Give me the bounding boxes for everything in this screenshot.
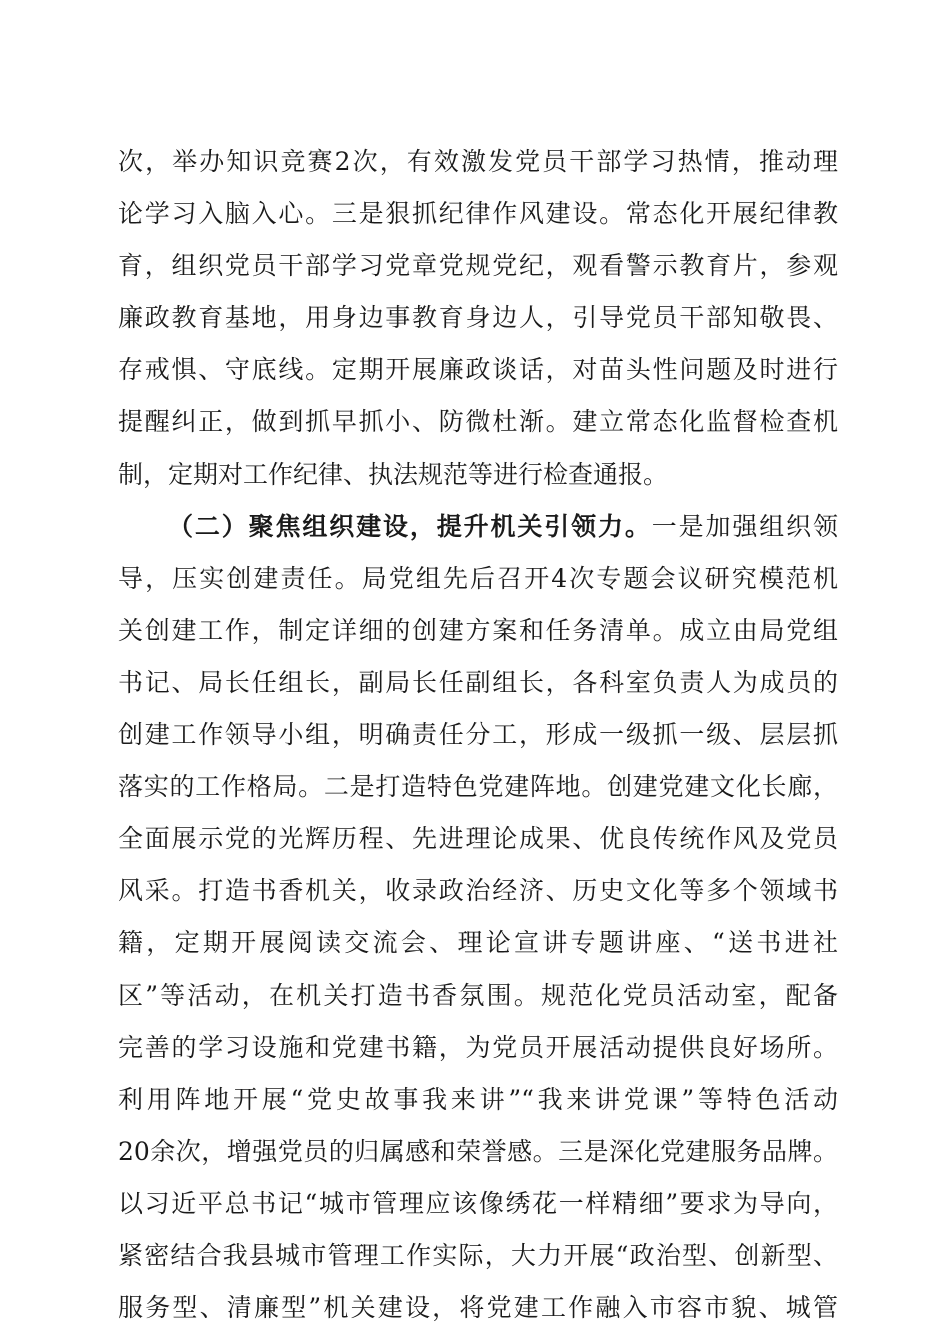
section-heading: （二）聚焦组织建设，提升机关引领力。 — [168, 511, 652, 541]
text-line — [118, 605, 838, 657]
text-line — [118, 501, 838, 553]
line-text: 导，压实创建责任。局党组先后召开4次专题会议研究模范机 — [118, 563, 838, 593]
line-text: 次，举办知识竞赛2次，有效激发党员干部学习热情，推动理 — [118, 147, 838, 176]
text-line — [118, 240, 838, 292]
line-text: 籍，定期开展阅读交流会、理论宣讲专题讲座、“送书进社 — [118, 928, 838, 958]
line-text: 提醒纠正，做到抓早抓小、防微杜渐。建立常态化监督检查机 — [118, 407, 838, 437]
line-text: 全面展示党的光辉历程、先进理论成果、优良传统作风及党员 — [118, 824, 838, 854]
line-text: 关创建工作，制定详细的创建方案和任务清单。成立由局党组 — [118, 615, 838, 645]
text-line — [118, 970, 838, 1022]
text-line — [118, 1230, 838, 1282]
text-line — [118, 344, 838, 396]
text-line — [118, 761, 838, 813]
text-line — [118, 813, 838, 865]
line-text: 完善的学习设施和党建书籍，为党员开展活动提供良好场所。 — [118, 1032, 838, 1062]
line-text: 论学习入脑入心。三是狠抓纪律作风建设。常态化开展纪律教 — [118, 199, 838, 229]
text-line — [118, 917, 838, 969]
line-text: 落实的工作格局。二是打造特色党建阵地。创建党建文化长廊， — [118, 772, 838, 802]
line-text: 书记、局长任组长，副局长任副组长，各科室负责人为成员的 — [118, 667, 838, 697]
body-text — [118, 136, 838, 1334]
line-text: 利用阵地开展“党史故事我来讲”“我来讲党课”等特色活动 — [118, 1084, 838, 1114]
text-line — [118, 1074, 838, 1126]
line-text: 育，组织党员干部学习党章党规党纪，观看警示教育片，参观 — [118, 251, 838, 281]
text-line — [118, 553, 838, 605]
text-line — [118, 1126, 838, 1178]
line-text: 存戒惧、守底线。定期开展廉政谈话，对苗头性问题及时进行 — [118, 355, 838, 385]
line-text: 以习近平总书记“城市管理应该像绣花一样精细”要求为导向， — [118, 1188, 838, 1218]
text-line — [118, 1282, 838, 1334]
line-text: 一是加强组织领 — [651, 511, 838, 541]
line-text: 20余次，增强党员的归属感和荣誉感。三是深化党建服务品牌。 — [118, 1136, 838, 1166]
text-line — [118, 865, 838, 917]
line-text: 服务型、清廉型”机关建设，将党建工作融入市容市貌、城管 — [118, 1293, 838, 1323]
line-text: 廉政教育基地，用身边事教育身边人，引导党员干部知敬畏、 — [118, 303, 838, 333]
line-text: 区”等活动，在机关打造书香氛围。规范化党员活动室，配备 — [118, 980, 838, 1010]
line-text: 制，定期对工作纪律、执法规范等进行检查通报。 — [118, 459, 669, 489]
text-line — [118, 188, 838, 240]
text-line — [118, 657, 838, 709]
line-text: 紧密结合我县城市管理工作实际，大力开展“政治型、创新型、 — [118, 1240, 838, 1270]
line-text: 风采。打造书香机关，收录政治经济、历史文化等多个领域书 — [118, 876, 838, 906]
line-text: 创建工作领导小组，明确责任分工，形成一级抓一级、层层抓 — [118, 720, 838, 750]
text-line — [118, 136, 838, 188]
text-line — [118, 396, 838, 448]
text-line — [118, 449, 838, 501]
text-line — [118, 1178, 838, 1230]
text-line — [118, 1022, 838, 1074]
text-line — [118, 709, 838, 761]
text-line — [118, 292, 838, 344]
